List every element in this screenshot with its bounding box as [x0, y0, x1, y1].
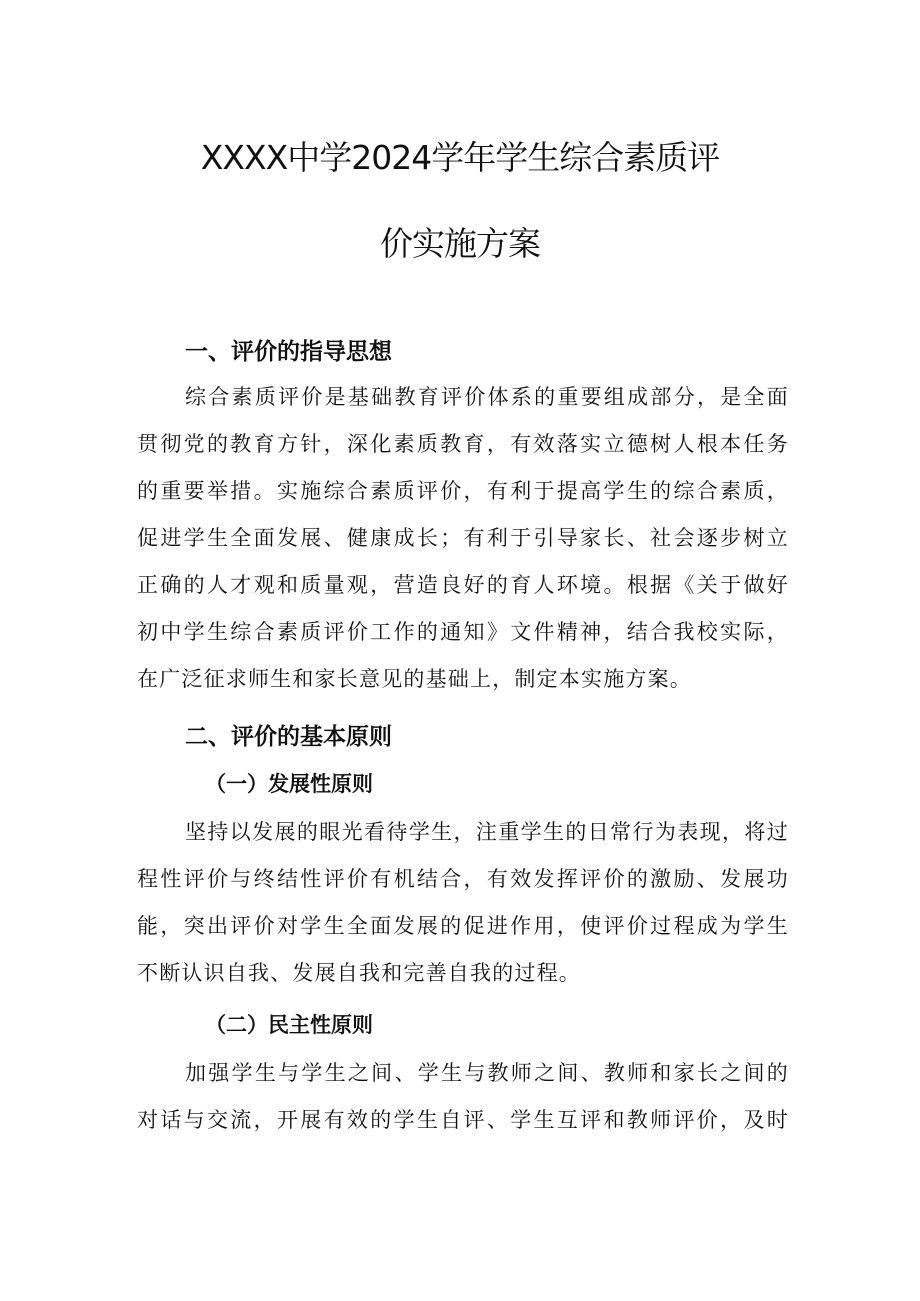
paragraph-line: 促进学生全面发展、健康成长；有利于引导家长、社会逐步树立 [137, 526, 789, 550]
paragraph-line: 在广泛征求师生和家长意见的基础上，制定本实施方案。 [137, 667, 692, 691]
paragraph-line: 不断认识自我、发展自我和完善自我的过程。 [137, 961, 581, 985]
paragraph-line: 对话与交流，开展有效的学生自评、学生互评和教师评价，及时 [137, 1108, 789, 1132]
paragraph-line: 初中学生综合素质评价工作的通知》文件精神，结合我校实际， [137, 620, 789, 644]
section-1-paragraph [137, 374, 789, 703]
document-title-line-2: 价实施方案 [380, 224, 540, 263]
subsection-1-paragraph [137, 809, 789, 997]
subsection-1-heading: （一）发展性原则 [205, 772, 373, 796]
subsection-2-paragraph [137, 1050, 789, 1144]
subsection-2-heading: （二）民主性原则 [205, 1013, 373, 1037]
paragraph-line: 贯彻党的教育方针，深化素质教育，有效落实立德树人根本任务 [137, 432, 789, 456]
paragraph-line: 能，突出评价对学生全面发展的促进作用，使评价过程成为学生 [137, 914, 789, 938]
paragraph-line: 坚持以发展的眼光看待学生，注重学生的日常行为表现，将过 [185, 820, 789, 844]
paragraph-line: 综合素质评价是基础教育评价体系的重要组成部分，是全面 [185, 385, 789, 409]
paragraph-line: 正确的人才观和质量观，营造良好的育人环境。根据《关于做好 [137, 573, 789, 597]
section-1-heading: 一、评价的指导思想 [185, 339, 392, 365]
paragraph-line: 加强学生与学生之间、学生与教师之间、教师和家长之间的 [185, 1061, 789, 1085]
paragraph-line: 的重要举措。实施综合素质评价，有利于提高学生的综合素质， [137, 479, 789, 503]
paragraph-line: 程性评价与终结性评价有机结合，有效发挥评价的激励、发展功 [137, 867, 789, 891]
section-2-heading: 二、评价的基本原则 [185, 724, 392, 750]
document-title-line-1: XXXX中学2024学年学生综合素质评 [200, 138, 720, 177]
